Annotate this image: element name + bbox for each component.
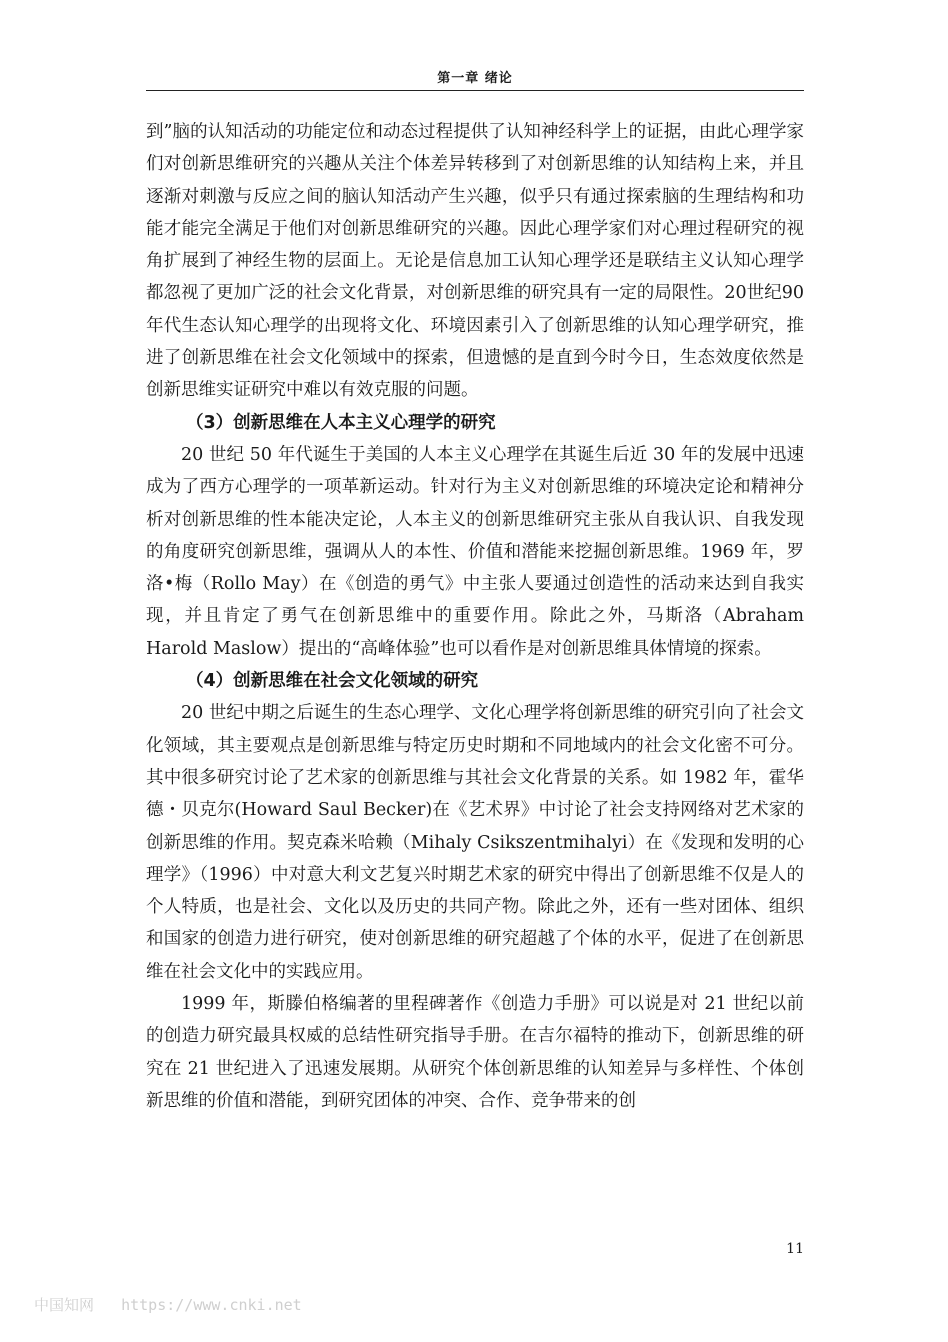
- document-body: [146, 116, 804, 1117]
- paragraph-4: 1999 年，斯滕伯格编著的里程碑著作《创造力手册》可以说是对 21 世纪以前的创造力研究最具权威的总结性研究指导手册。在吉尔福特的推动下，创新思维的研究在 21 世纪进入了迅速发展期。从研究个体创新思维的认知差异与多样性、个体创新思维的价值和潜能，到研究团体的冲突、合作、竞争带来的创: [146, 994, 804, 1111]
- chapter-header: 第一章 绪论: [146, 68, 804, 91]
- section-heading-4: （4）创新思维在社会文化领域的研究: [186, 671, 479, 692]
- paragraph-1: 到”脑的认知活动的功能定位和动态过程提供了认知神经科学上的证据，由此心理学家们对创新思维研究的兴趣从关注个体差异转移到了对创新思维的认知结构上来，并且逐渐对刺激与反应之间的脑认知活动产生兴趣，似乎只有通过探索脑的生理结构和功能才能完全满足于他们对创新思维研究的兴趣。因此心理学家们对心理过程研究的视角扩展到了神经生物的层面上。无论是信息加工认知心理学还是联结主义认知心理学都忽视了更加广泛的社会文化背景，对创新思维的研究具有一定的局限性。20世纪90年代生态认知心理学的出现将文化、环境因素引入了创新思维的认知心理学研究，推进了创新思维在社会文化领域中的探索，但遗憾的是直到今时今日，生态效度依然是创新思维实证研究中难以有效克服的问题。: [146, 122, 804, 401]
- page-number: 11: [786, 1241, 804, 1257]
- section-heading-3: （3）创新思维在人本主义心理学的研究: [186, 412, 496, 433]
- paragraph-3: 20 世纪中期之后诞生的生态心理学、文化心理学将创新思维的研究引向了社会文化领域，其主要观点是创新思维与特定历史时期和不同地域内的社会文化密不可分。其中很多研究讨论了艺术家的创新思维与其社会文化背景的关系。如 1982 年，霍华德・贝克尔(Howard Saul Becker)在《艺术界》中讨论了社会支持网络对艺术家的创新思维的作用。契克森米哈赖（Mihaly Csikszentmihalyi）在《发现和发明的心理学》（1996）中对意大利文艺复兴时期艺术家的研究中得出了创新思维不仅是人的个人特质，也是社会、文化以及历史的共同产物。除此之外，还有一些对团体、组织和国家的创造力进行研究，使对创新思维的研究超越了个体的水平，促进了在创新思维在社会文化中的实践应用。: [146, 703, 804, 982]
- cnki-watermark: 中国知网 https://www.cnki.net: [34, 1296, 302, 1314]
- paragraph-2: 20 世纪 50 年代诞生于美国的人本主义心理学在其诞生后近 30 年的发展中迅速成为了西方心理学的一项革新运动。针对行为主义对创新思维的环境决定论和精神分析对创新思维的性本能决定论，人本主义的创新思维研究主张从自我认识、自我发现的角度研究创新思维，强调从人的本性、价值和潜能来挖掘创新思维。1969 年，罗洛•梅（Rollo May）在《创造的勇气》中主张人要通过创造性的活动来达到自我实现，并且肯定了勇气在创新思维中的重要作用。除此之外，马斯洛（Abraham Harold Maslow）提出的“高峰体验”也可以看作是对创新思维具体情境的探索。: [146, 444, 804, 659]
